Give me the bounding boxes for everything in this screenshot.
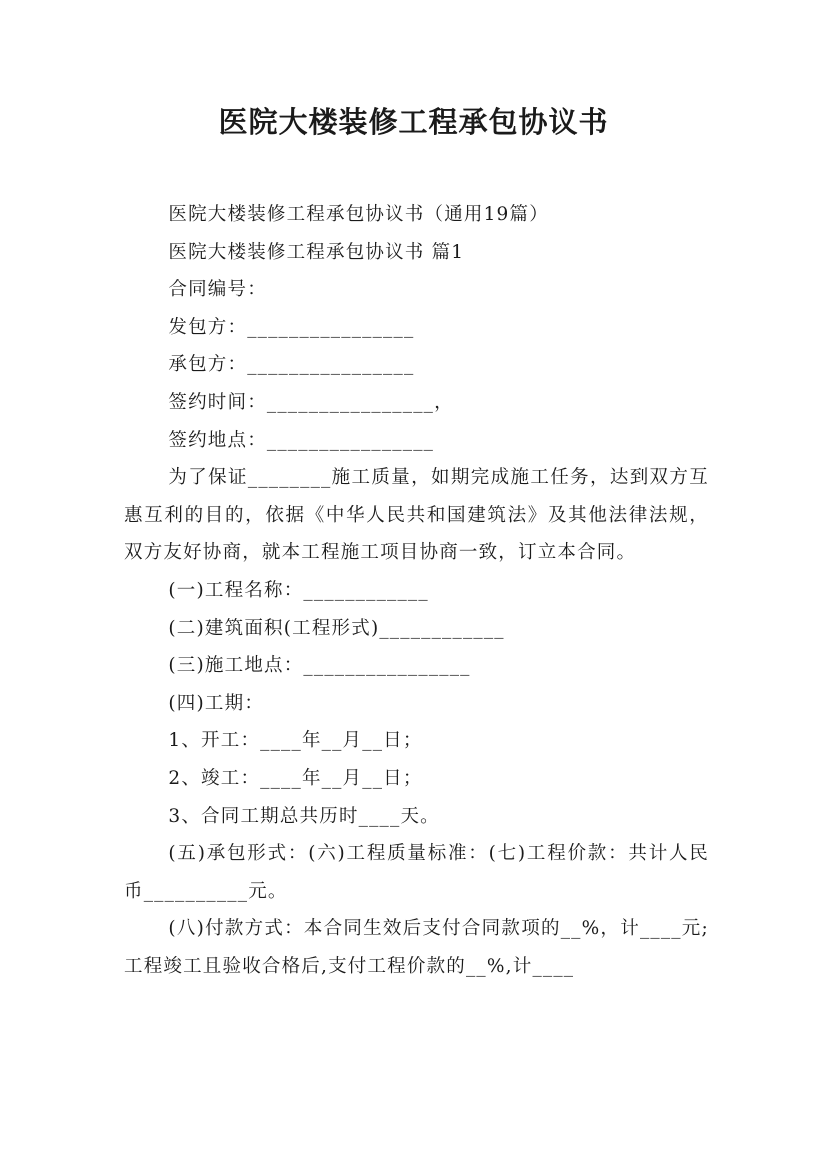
paragraph-start-date: 1、开工：____年__月__日； [168, 730, 423, 752]
paragraph-project-name: (一)工程名称：____________ [168, 579, 429, 601]
document-body [124, 196, 709, 985]
paragraph-contract-price: (五)承包形式：(六)工程质量标准：(七)工程价款：共计人民币__________元。 [124, 843, 709, 902]
paragraph-contract-number: 合同编号： [168, 279, 267, 301]
paragraph-payment-terms: (八)付款方式：本合同生效后支付合同款项的__%，计____元;工程竣工且验收合格后,支付工程价款的__%,计____ [124, 918, 709, 977]
paragraph-section-heading: 医院大楼装修工程承包协议书 篇1 [168, 241, 465, 263]
paragraph-preamble: 为了保证________施工质量，如期完成施工任务，达到双方互惠互利的目的，依据《中华人民共和国建筑法》及其他法律法规，双方友好协商，就本工程施工项目协商一致，订立本合同。 [124, 467, 709, 564]
paragraph-employer: 发包方：________________ [168, 316, 415, 338]
document-title: 医院大楼装修工程承包协议书 [218, 105, 609, 139]
paragraph-subtitle: 医院大楼装修工程承包协议书（通用19篇） [168, 204, 549, 225]
paragraph-signing-time: 签约时间：________________， [168, 391, 454, 413]
paragraph-total-duration: 3、合同工期总共历时____天。 [168, 805, 440, 827]
paragraph-construction-site: (三)施工地点：________________ [168, 655, 471, 677]
paragraph-duration-heading: (四)工期： [168, 692, 265, 714]
paragraph-signing-place: 签约地点：________________ [168, 429, 435, 451]
paragraph-building-area: (二)建筑面积(工程形式)____________ [168, 617, 505, 639]
paragraph-completion-date: 2、竣工：____年__月__日； [168, 767, 423, 789]
paragraph-contractor: 承包方：________________ [168, 354, 415, 376]
